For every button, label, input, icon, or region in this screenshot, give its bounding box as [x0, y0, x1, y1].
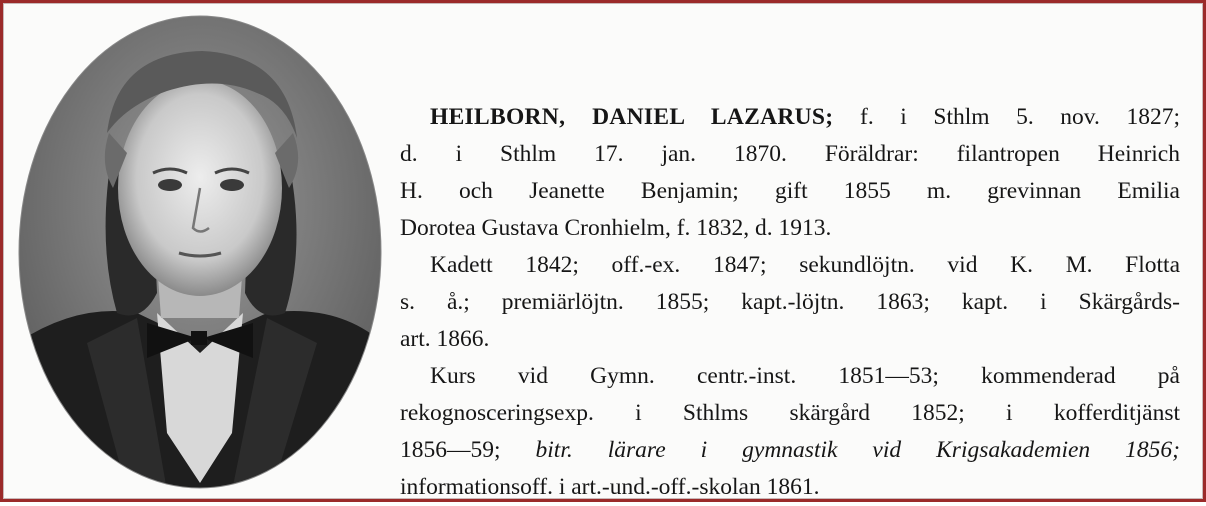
text-line: s. å.; premiärlöjtn. 1855; kapt.-löjtn. 1863; kapt. i Skärgårds- — [400, 289, 1180, 315]
text-line: d. i Sthlm 17. jan. 1870. Föräldrar: filantropen Heinrich — [400, 141, 1180, 167]
entry-paragraph-career — [400, 247, 1180, 358]
biography-entry — [400, 99, 1180, 506]
entry-paragraph-service — [400, 358, 1180, 506]
text-line: HEILBORN, DANIEL LAZARUS; f. i Sthlm 5. nov. 1827; — [430, 104, 1181, 130]
text-line: H. och Jeanette Benjamin; gift 1855 m. grevinnan Emilia — [400, 178, 1180, 204]
person-name: HEILBORN, DANIEL LAZARUS; — [430, 104, 834, 130]
text-line: art. 1866. — [400, 326, 490, 352]
text-line: Dorotea Gustava Cronhielm, f. 1832, d. 1913. — [400, 215, 832, 241]
text-line: 1856—59; bitr. lärare i gymnastik vid Krigsakademien 1856; — [400, 437, 1180, 463]
entry-paragraph-birth — [400, 99, 1180, 247]
portrait-photo — [17, 13, 383, 491]
text-line: Kadett 1842; off.-ex. 1847; sekundlöjtn. vid K. M. Flotta — [430, 252, 1180, 278]
italic-text: bitr. lärare i gymnastik vid Krigsakademien 1856; — [535, 437, 1180, 463]
text-line: informationsoff. i art.-und.-off.-skolan 1861. — [400, 474, 820, 500]
text-line: rekognosceringsexp. i Sthlms skärgård 1852; i kofferditjänst — [400, 400, 1180, 426]
text-line: Kurs vid Gymn. centr.-inst. 1851—53; kommenderad på — [430, 363, 1180, 389]
